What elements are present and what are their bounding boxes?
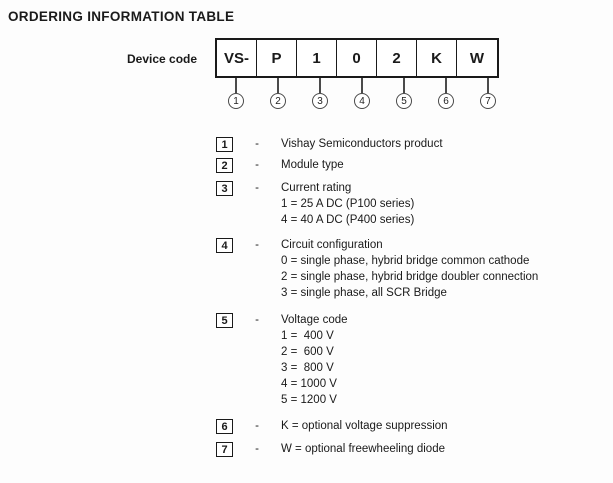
legend-item: [216, 136, 606, 152]
legend-number-badge: 4: [216, 238, 233, 253]
device-code-segment: W: [469, 49, 485, 67]
device-code-segment: VS-: [217, 40, 257, 76]
segment-pointer: [299, 78, 341, 109]
page-title: ORDERING INFORMATION TABLE: [8, 9, 235, 24]
legend-item: [216, 312, 606, 408]
connector-line: [403, 78, 405, 93]
legend-option: 2 = single phase, hybrid bridge doubler connection: [281, 271, 539, 283]
legend-option: 1 = 25 A DC (P100 series): [281, 198, 415, 210]
device-code-segment: 2: [377, 40, 417, 76]
device-code-table: [215, 38, 499, 78]
legend-item: [216, 180, 606, 228]
device-code-segment: K: [417, 40, 457, 76]
legend-item: [216, 441, 606, 457]
segment-pointer: [341, 78, 383, 109]
legend-number-badge: 1: [216, 137, 233, 152]
legend-dash: -: [255, 182, 259, 194]
segment-pointer: [257, 78, 299, 109]
legend-label: Current rating: [281, 182, 352, 194]
legend-label: K = optional voltage suppression: [281, 420, 448, 432]
segment-number-circle: 1: [228, 93, 244, 109]
segment-pointer: [383, 78, 425, 109]
segment-number-circle: 5: [396, 93, 412, 109]
segment-pointer-row: [215, 78, 509, 109]
legend-number-badge: 6: [216, 419, 233, 434]
legend-option: 1 = 400 V: [281, 330, 334, 342]
device-code-segment: P: [257, 40, 297, 76]
legend-list: [216, 136, 606, 462]
device-code-segment: 0: [337, 40, 377, 76]
legend-item: [216, 237, 606, 301]
legend-option: 0 = single phase, hybrid bridge common cathode: [281, 255, 530, 267]
legend-number-badge: 3: [216, 181, 233, 196]
legend-number-badge: 7: [216, 442, 233, 457]
connector-line: [235, 78, 237, 93]
legend-dash: -: [255, 314, 259, 326]
legend-item: [216, 157, 606, 173]
segment-number-circle: 4: [354, 93, 370, 109]
segment-number-circle: 7: [480, 93, 496, 109]
legend-dash: -: [255, 443, 259, 455]
legend-option: 3 = single phase, all SCR Bridge: [281, 287, 447, 299]
device-code-label: Device code: [127, 52, 198, 66]
connector-line: [487, 78, 489, 93]
legend-option: 2 = 600 V: [281, 346, 334, 358]
legend-item: [216, 418, 606, 434]
legend-label: Vishay Semiconductors product: [281, 138, 443, 150]
legend-option: 4 = 40 A DC (P400 series): [281, 214, 415, 226]
legend-dash: -: [255, 159, 259, 171]
segment-number-circle: 6: [438, 93, 454, 109]
connector-line: [319, 78, 321, 93]
legend-label: Voltage code: [281, 314, 348, 326]
segment-pointer: [425, 78, 467, 109]
connector-line: [277, 78, 279, 93]
legend-label: Module type: [281, 159, 344, 171]
legend-dash: -: [255, 138, 259, 150]
legend-label: W = optional freewheeling diode: [281, 443, 445, 455]
legend-number-badge: 5: [216, 313, 233, 328]
segment-pointer: [215, 78, 257, 109]
device-code-segment: 1: [297, 40, 337, 76]
legend-option: 4 = 1000 V: [281, 378, 337, 390]
connector-line: [445, 78, 447, 93]
legend-option: 3 = 800 V: [281, 362, 334, 374]
segment-pointer: [467, 78, 509, 109]
legend-dash: -: [255, 420, 259, 432]
legend-dash: -: [255, 239, 259, 251]
legend-option: 5 = 1200 V: [281, 394, 337, 406]
legend-label: Circuit configuration: [281, 239, 383, 251]
legend-number-badge: 2: [216, 158, 233, 173]
connector-line: [361, 78, 363, 93]
segment-number-circle: 3: [312, 93, 328, 109]
segment-number-circle: 2: [270, 93, 286, 109]
